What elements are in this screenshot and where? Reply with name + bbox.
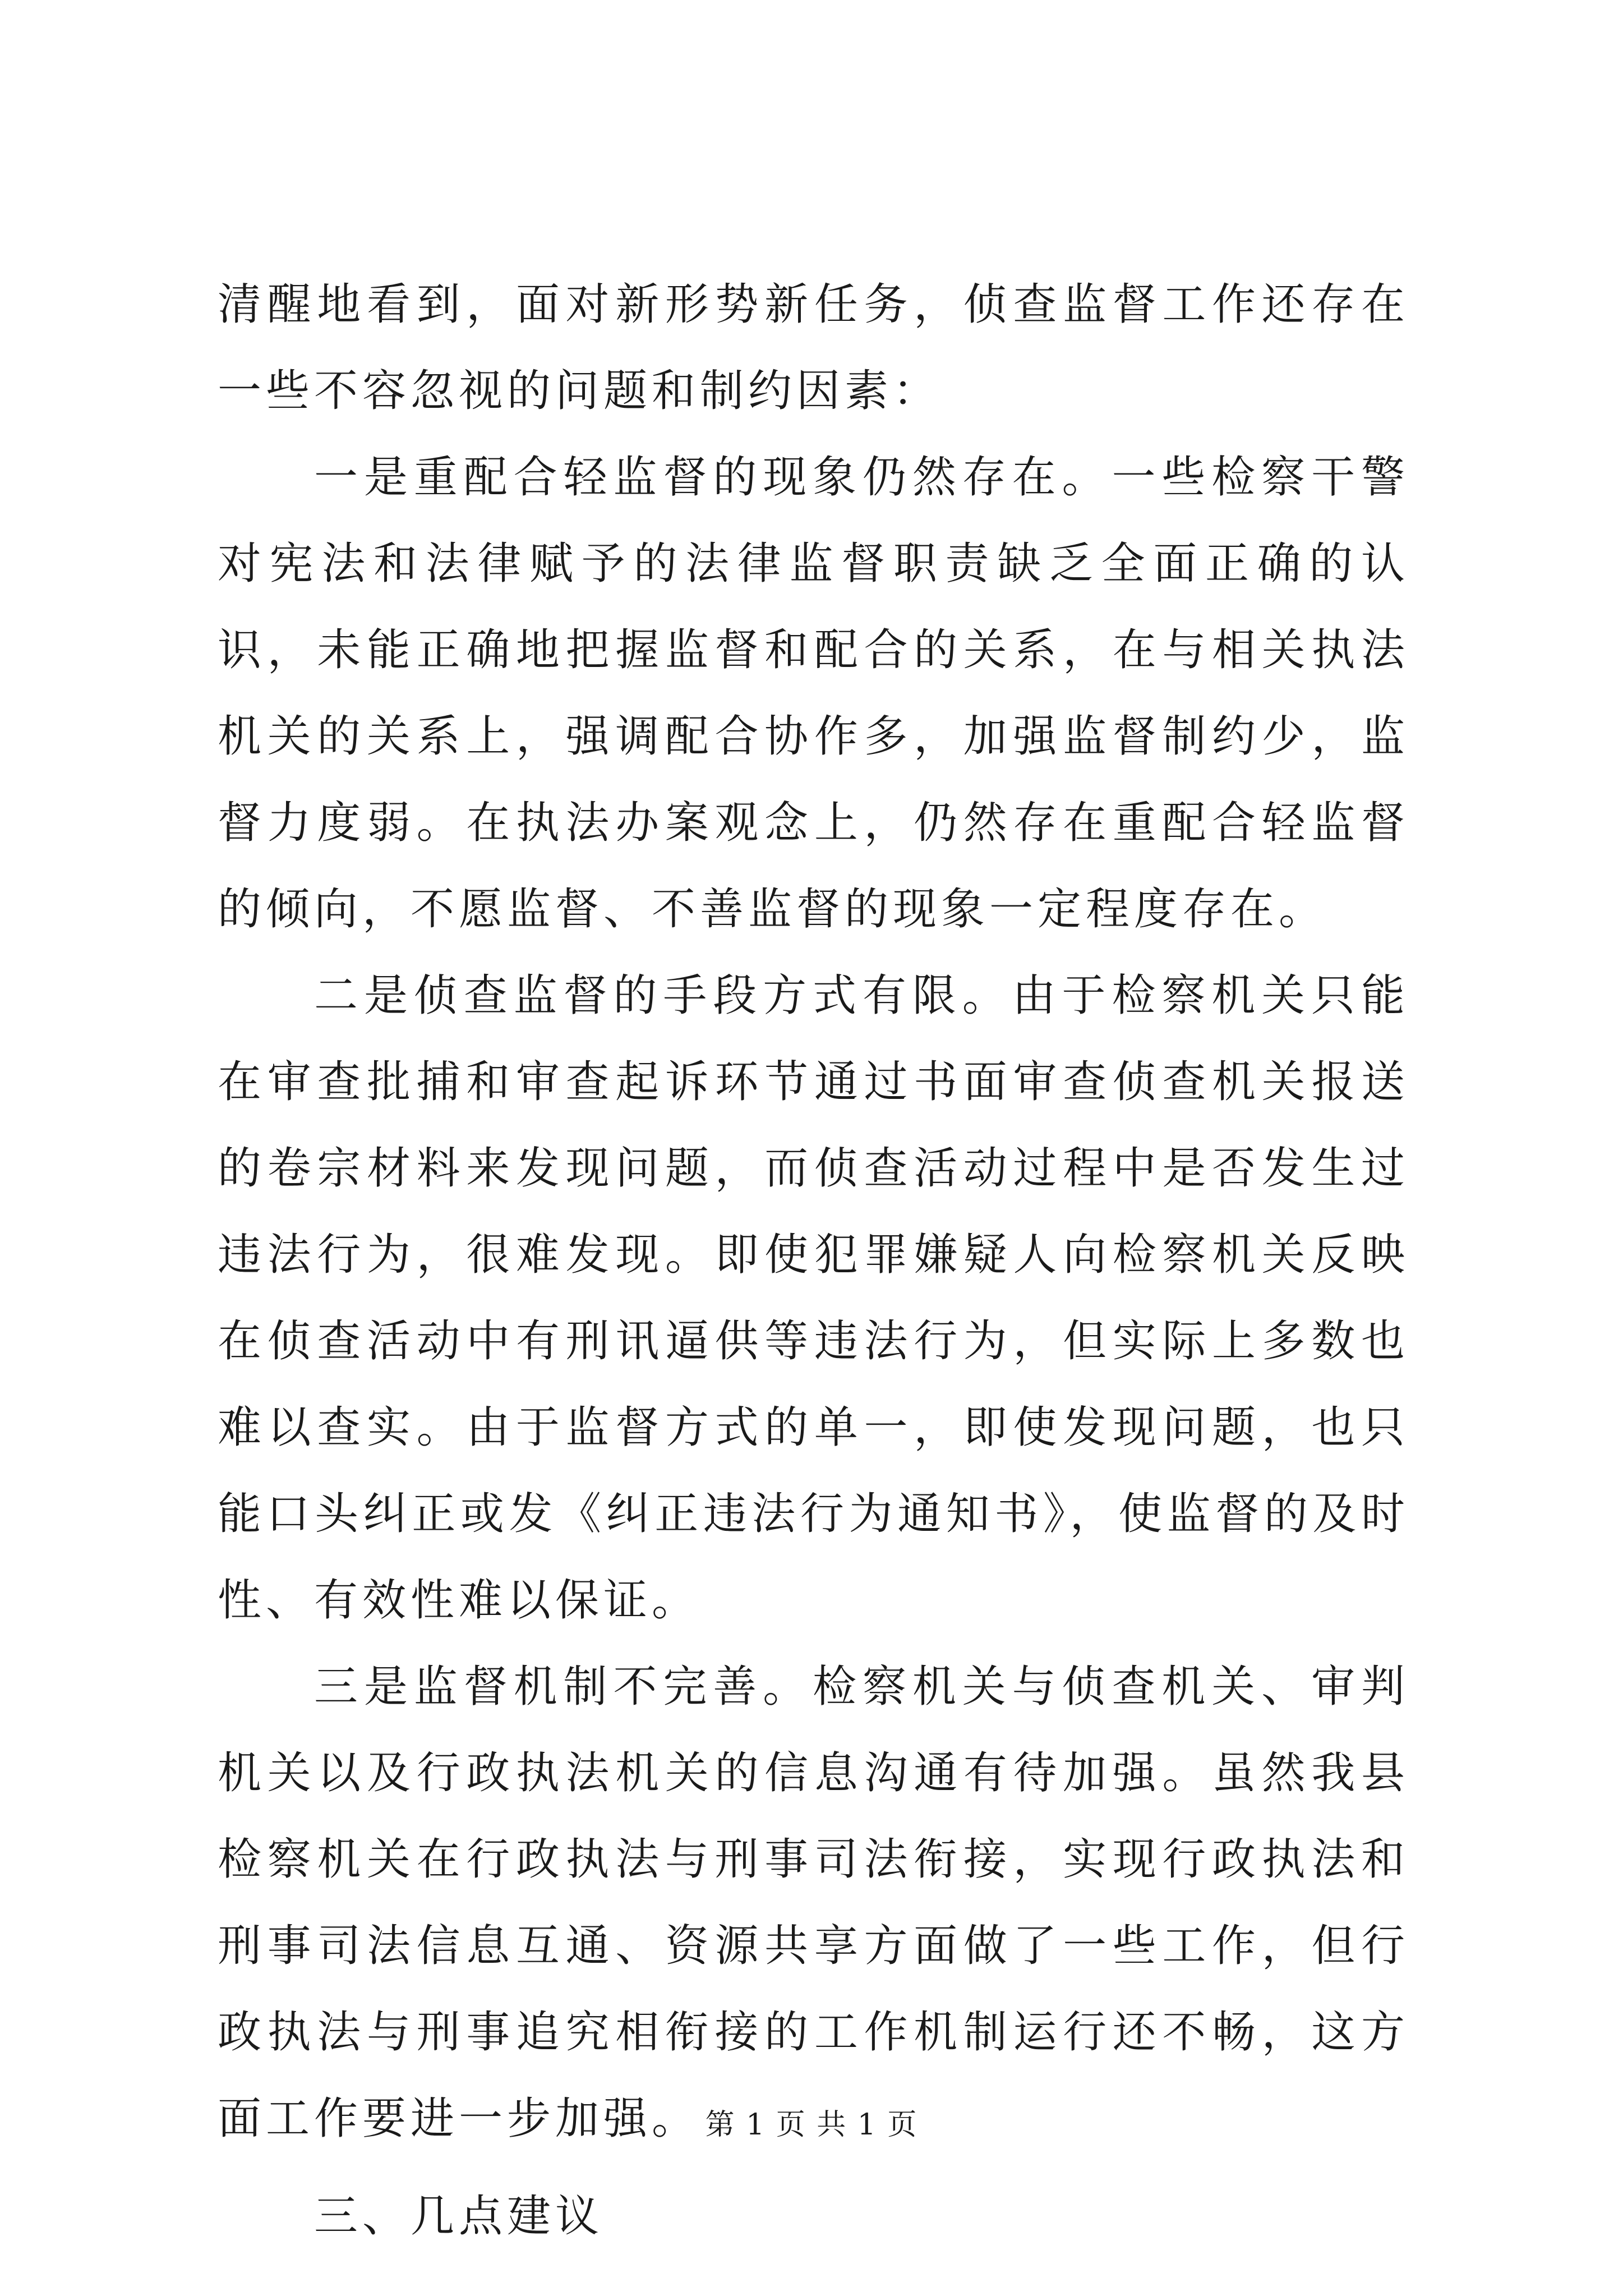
page-footer: 第 1 页 共 1 页 [705,2108,918,2142]
paragraph-issue-three: 三是监督机制不完善。检察机关与侦查机关、审判机关以及行政执法机关的信息沟通有待加强。虽然我县检察机关在行政执法与刑事司法衔接，实现行政执法和刑事司法信息互通、资源共享方面做了一些工作，但行政执法与刑事追究相衔接的工作机制运行还不畅，这方面工作要进一步加强。 [218,1662,1409,2144]
paragraph-issue-one: 一是重配合轻监督的现象仍然存在。一些检察干警对宪法和法律赋予的法律监督职责缺乏全面正确的认识，未能正确地把握监督和配合的关系，在与相关执法机关的关系上，强调配合协作多，加强监督制约少，监督力度弱。在执法办案观念上，仍然存在重配合轻监督的倾向，不愿监督、不善监督的现象一定程度存在。 [218,452,1409,935]
document-body [218,261,1409,2260]
section-heading-suggestions: 三、几点建议 [314,2191,604,2242]
paragraph-continuation: 清醒地看到，面对新形势新任务，侦查监督工作还存在一些不容忽视的问题和制约因素： [218,279,1409,416]
paragraph-issue-two: 二是侦查监督的手段方式有限。由于检察机关只能在审查批捕和审查起诉环节通过书面审查侦查机关报送的卷宗材料来发现问题，而侦查活动过程中是否发生过违法行为，很难发现。即使犯罪嫌疑人向检察机关反映在侦查活动中有刑讯逼供等违法行为，但实际上多数也难以查实。由于监督方式的单一，即使发现问题，也只能口头纠正或发《纠正违法行为通知书》，使监督的及时性、有效性难以保证。 [218,970,1409,1626]
